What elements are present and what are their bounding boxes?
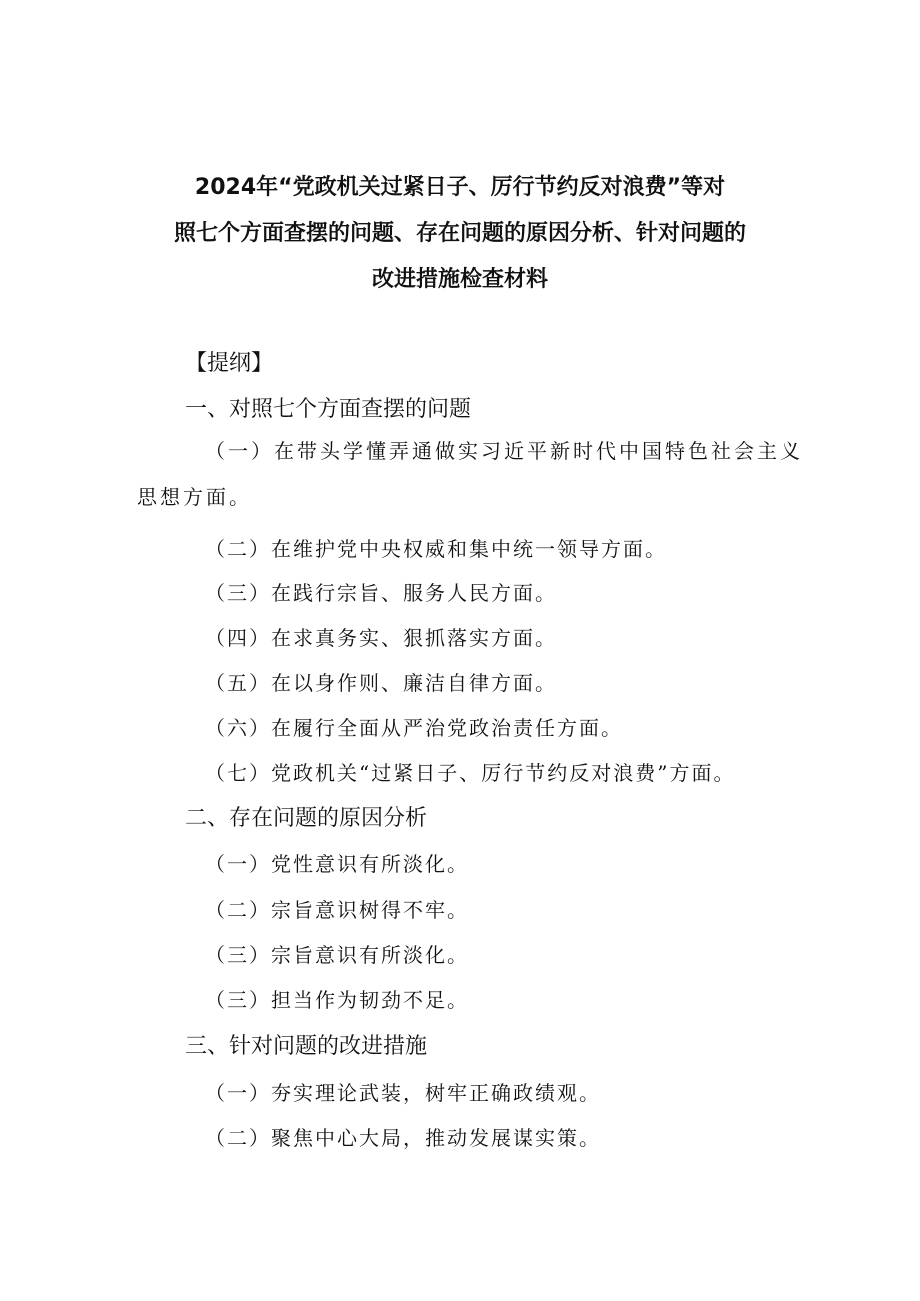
section-heading-1: 一、对照七个方面查摆的问题 <box>185 397 472 422</box>
list-item: （三）宗旨意识有所淡化。 <box>205 943 469 967</box>
list-item: （四）在求真务实、狠抓落实方面。 <box>205 626 557 650</box>
list-item: （一）在带头学懂弄通做实习近平新时代中国特色社会主义思想方面。 <box>137 439 803 509</box>
list-item: （一）党性意识有所淡化。 <box>205 852 469 876</box>
outline-label: 【提纲】 <box>185 351 274 376</box>
list-item: （三）在践行宗旨、服务人民方面。 <box>205 581 557 605</box>
title-line-2: 照七个方面查摆的问题、存在问题的原因分析、针对问题的 <box>173 221 746 246</box>
title-line-3: 改进措施检查材料 <box>371 267 548 292</box>
document-title <box>100 165 820 303</box>
section-heading-2: 二、存在问题的原因分析 <box>185 806 428 831</box>
list-item: （七）党政机关“过紧日子、厉行节约反对浪费”方面。 <box>205 761 736 785</box>
list-item: （三）担当作为韧劲不足。 <box>205 988 469 1012</box>
list-item: （一）夯实理论武装，树牢正确政绩观。 <box>205 1081 601 1105</box>
list-item: （二）宗旨意识树得不牢。 <box>205 898 469 922</box>
list-item: （五）在以身作则、廉洁自律方面。 <box>205 671 557 695</box>
list-item: （二）在维护党中央权威和集中统一领导方面。 <box>205 537 667 561</box>
title-line-1: 2024年“党政机关过紧日子、厉行节约反对浪费”等对 <box>194 175 726 200</box>
section-heading-3: 三、针对问题的改进措施 <box>185 1034 428 1059</box>
list-item: （六）在履行全面从严治党政治责任方面。 <box>205 716 623 740</box>
list-item: （二）聚焦中心大局，推动发展谋实策。 <box>205 1126 601 1150</box>
